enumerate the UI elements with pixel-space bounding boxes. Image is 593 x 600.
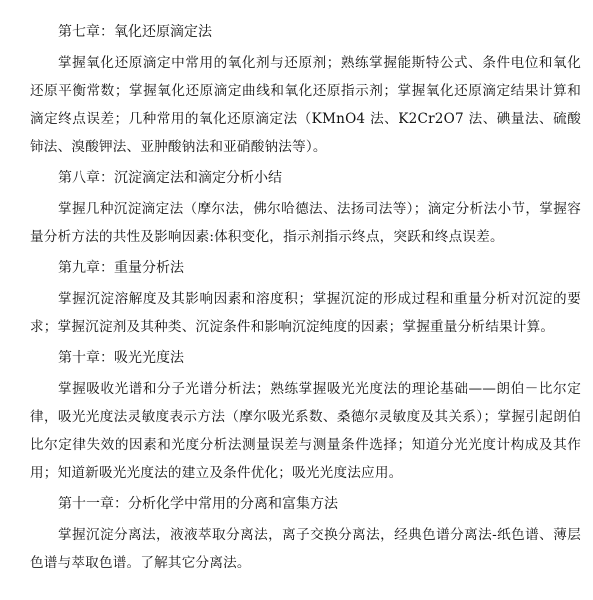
- chapter-10-heading: 第十章：吸光光度法: [58, 350, 184, 366]
- chapter-9-body: 掌握沉淀溶解度及其影响因素和溶度积；掌握沉淀的形成过程和重量分析对沉淀的要求；掌握沉淀剂及其种类、沉淀条件和影响沉淀纯度的因素；掌握重量分析结果计算。: [30, 291, 581, 335]
- chapter-9-heading: 第九章：重量分析法: [58, 260, 184, 276]
- chapter-7-heading: 第七章：氧化还原滴定法: [58, 24, 212, 40]
- chapter-7-body: 掌握氧化还原滴定中常用的氧化剂与还原剂；熟练掌握能斯特公式、条件电位和氧化还原平衡常数；掌握氧化还原滴定曲线和氧化还原指示剂；掌握氧化还原滴定结果计算和滴定终点误差；几种常用的氧化还原滴定法（KMnO4 法、K2Cr2O7 法、碘量法、硫酸铈法、溴酸钾法、亚肿酸钠法和亚硝酸钠法等）。: [30, 55, 581, 155]
- chapter-11-heading: 第十一章：分析化学中常用的分离和富集方法: [58, 496, 338, 512]
- chapter-8-body: 掌握几种沉淀滴定法（摩尔法，佛尔哈德法、法扬司法等）；滴定分析法小节，掌握容量分析方法的共性及影响因素:体积变化，指示剂指示终点，突跃和终点误差。: [30, 201, 581, 245]
- chapter-10-body: 掌握吸收光谱和分子光谱分析法；熟练掌握吸光光度法的理论基础——朗伯－比尔定律，吸光光度法灵敏度表示方法（摩尔吸光系数、桑德尔灵敏度及其关系）；掌握引起朗伯比尔定律失效的因素和光度分析法测量误差与测量条件选择；知道分光光度计构成及其作用；知道新吸光光度法的建立及条件优化；吸光光度法应用。: [30, 381, 581, 481]
- chapter-8-heading: 第八章：沉淀滴定法和滴定分析小结: [58, 170, 282, 186]
- chapter-11-body: 掌握沉淀分离法，液液萃取分离法，离子交换分离法，经典色谱分离法-纸色谱、薄层色谱与萃取色谱。了解其它分离法。: [30, 527, 581, 571]
